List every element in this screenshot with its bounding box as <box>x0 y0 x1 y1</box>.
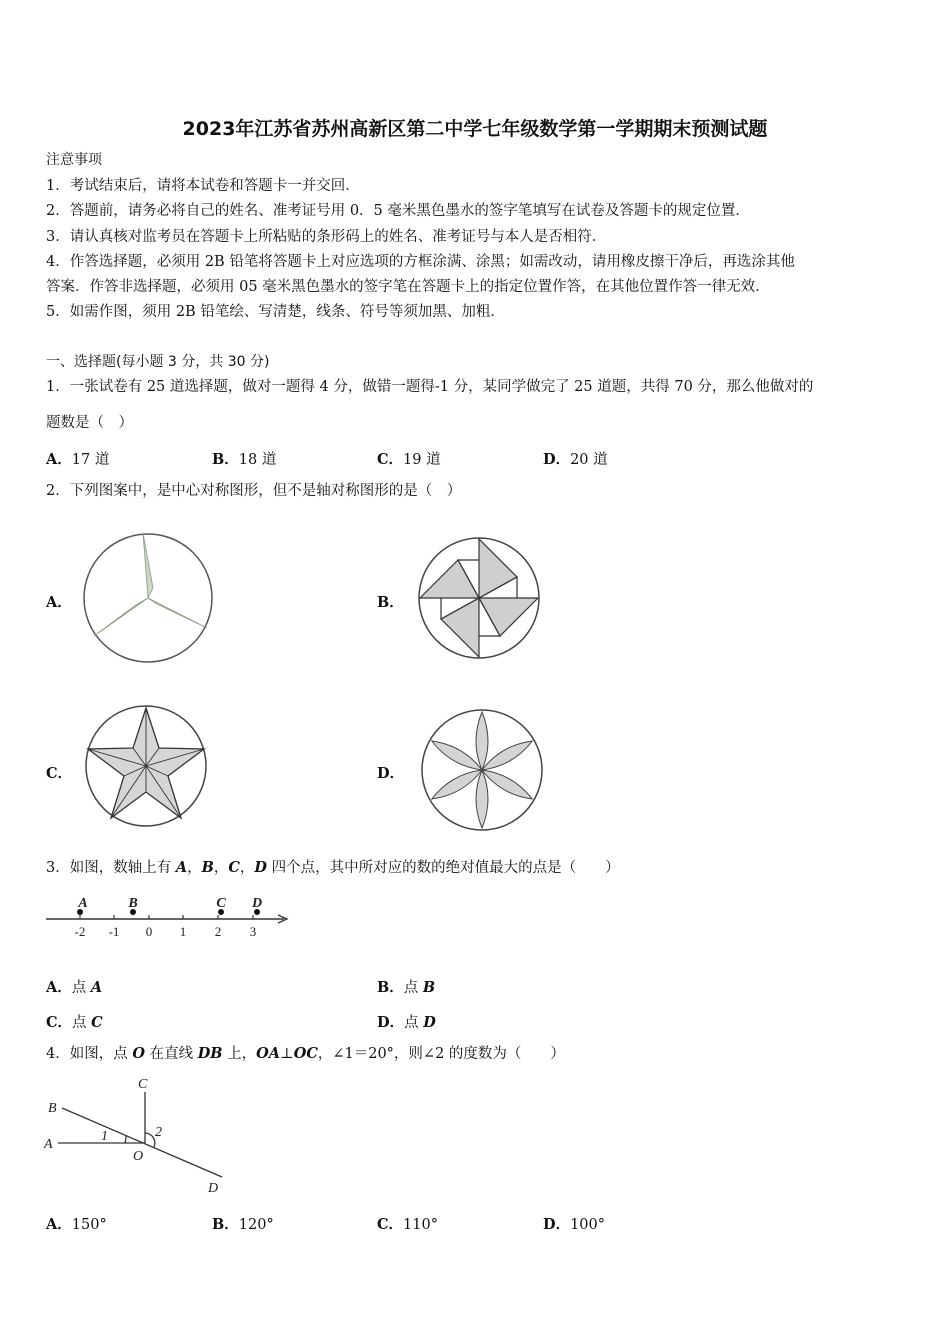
tick-label: 2 <box>214 924 222 939</box>
question-4-text: 4．如图，点 O 在直线 DB 上，OA⊥OC，∠1＝20°，则∠2 的度数为（ ） <box>46 1045 565 1062</box>
notice-item: 3．请认真核对监考员在答题卡上所粘贴的条形码上的姓名、准考证号与本人是否相符． <box>46 229 607 245</box>
point-b-label: B <box>128 896 138 911</box>
notice-item: 1．考试结束后，请将本试卷和答题卡一并交回． <box>46 178 360 194</box>
tick-label: -2 <box>74 924 86 939</box>
label-o: O <box>133 1149 144 1164</box>
tick-label: 0 <box>145 924 153 939</box>
q4-option-d: D．100° <box>543 1216 606 1233</box>
q4-option-a: A．150° <box>46 1216 107 1233</box>
notice-heading: 注意事项 <box>46 152 102 168</box>
angle-1-arc <box>125 1135 126 1143</box>
point-c-label: C <box>216 896 226 911</box>
q3-option-c: C．点 C <box>46 1014 103 1031</box>
angle-figure <box>40 1070 240 1195</box>
question-2-text: 2．下列图案中，是中心对称图形，但不是轴对称图形的是（ ） <box>46 483 462 499</box>
q1-option-c: C．19 道 <box>377 451 441 468</box>
section-heading: 一、选择题(每小题 3 分，共 30 分) <box>46 354 270 370</box>
question-1-text-cont: 题数是（ ） <box>46 415 133 431</box>
angle-2-label: 2 <box>155 1125 162 1140</box>
q1-option-d: D．20 道 <box>543 451 608 468</box>
q2-figure-c-star <box>84 704 208 828</box>
notice-item: 5．如需作图，须用 2B 铅笔绘、写清楚，线条、符号等须加黑、加粗． <box>46 304 505 320</box>
q3-option-a: A．点 A <box>46 979 103 996</box>
q2-option-a-label: A． <box>46 594 72 611</box>
tick-label: 1 <box>179 924 187 939</box>
q2-option-d-label: D． <box>377 765 405 782</box>
point-d-label: D <box>251 896 263 911</box>
q2-figure-b-pinwheel <box>417 536 541 660</box>
question-1-text: 1．一张试卷有 25 道选择题，做对一题得 4 分，做错一题得-1 分，某同学做完了 25 道题，共得 70 分，那么他做对的 <box>46 379 814 395</box>
q4-option-c: C．110° <box>377 1216 438 1233</box>
q2-figure-d-flower <box>420 708 544 832</box>
q3-option-d: D．点 D <box>377 1014 436 1031</box>
page-title: 2023年江苏省苏州高新区第二中学七年级数学第一学期期末预测试题 <box>182 118 768 140</box>
label-c: C <box>138 1077 148 1092</box>
q2-option-b-label: B． <box>377 594 404 611</box>
q4-option-b: B．120° <box>212 1216 274 1233</box>
label-a: A <box>44 1137 53 1152</box>
q2-figure-a-three-blade <box>78 528 218 668</box>
tick-label: -1 <box>108 924 120 939</box>
notice-item: 4．作答选择题，必须用 2B 铅笔将答题卡上对应选项的方框涂满、涂黑；如需改动，请用橡皮擦干净后，再选涂其他 <box>46 254 795 270</box>
notice-item: 答案．作答非选择题，必须用 05 毫米黑色墨水的签字笔在答题卡上的指定位置作答，在其他位置作答一律无效． <box>46 279 770 295</box>
point-a-label: A <box>78 896 88 911</box>
label-b: B <box>48 1101 57 1116</box>
question-3-text: 3．如图，数轴上有 A，B，C，D 四个点，其中所对应的数的绝对值最大的点是（ ） <box>46 859 620 876</box>
q2-option-c-label: C． <box>46 765 73 782</box>
tick-label: 3 <box>249 924 257 939</box>
q3-option-b: B．点 B <box>377 979 436 996</box>
q1-option-b: B．18 道 <box>212 451 277 468</box>
label-d: D <box>208 1181 219 1196</box>
q1-option-a: A．17 道 <box>46 451 110 468</box>
number-line-figure <box>46 890 296 945</box>
notice-item: 2．答题前，请务必将自己的姓名、准考证号用 0．5 毫米黑色墨水的签字笔填写在试卷及答题卡的规定位置． <box>46 203 750 219</box>
angle-1-label: 1 <box>101 1129 108 1144</box>
